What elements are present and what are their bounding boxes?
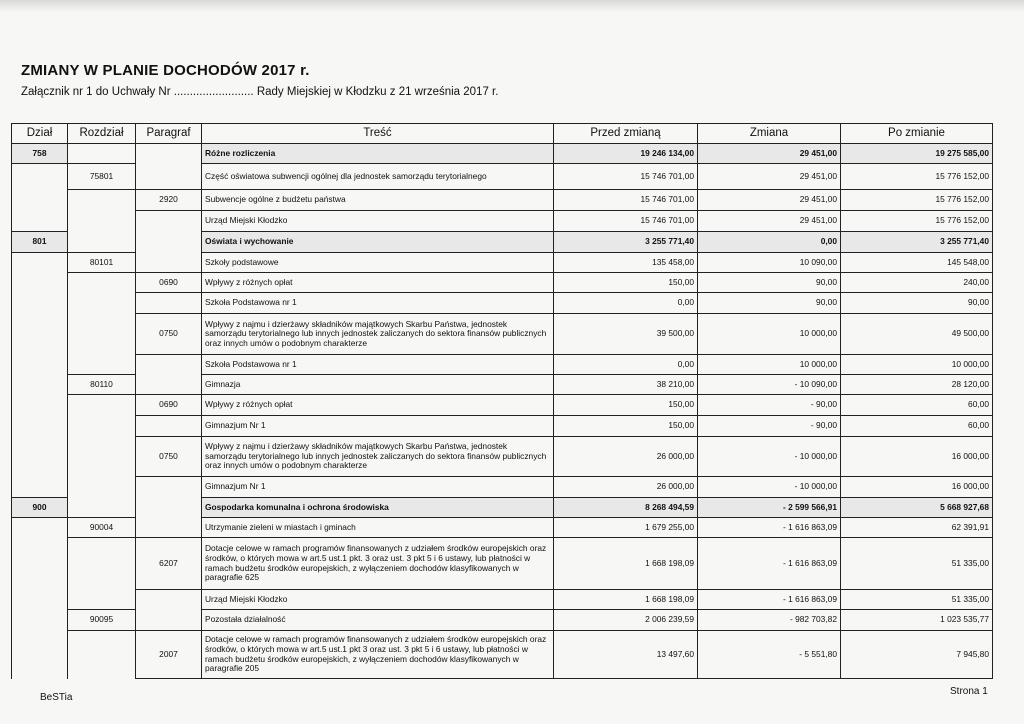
cell-dzial [12, 190, 68, 211]
cell-zmiana: - 5 551,80 [698, 631, 841, 679]
table-row [12, 395, 993, 416]
cell-rozdzial [68, 498, 136, 518]
table-row [12, 211, 993, 232]
cell-paragraf [136, 590, 202, 610]
cell-dzial [12, 590, 68, 610]
cell-dzial [12, 253, 68, 273]
cell-rozdzial [68, 355, 136, 375]
col-header-dzial: Dział [12, 124, 68, 144]
cell-rozdzial: 80110 [68, 375, 136, 395]
cell-rozdzial: 80101 [68, 253, 136, 273]
cell-przed: 135 458,00 [554, 253, 698, 273]
cell-przed: 1 679 255,00 [554, 518, 698, 538]
cell-przed: 1 668 198,09 [554, 538, 698, 590]
cell-zmiana: - 10 000,00 [698, 437, 841, 477]
cell-tresc: Różne rozliczenia [202, 144, 554, 164]
table-row [12, 416, 993, 437]
cell-rozdzial [68, 293, 136, 314]
cell-dzial [12, 518, 68, 538]
cell-rozdzial: 75801 [68, 164, 136, 190]
cell-zmiana: 90,00 [698, 293, 841, 314]
cell-tresc: Urząd Miejski Kłodzko [202, 211, 554, 232]
table-row [12, 498, 993, 518]
cell-paragraf [136, 232, 202, 253]
cell-rozdzial [68, 232, 136, 253]
cell-zmiana: 90,00 [698, 273, 841, 293]
cell-paragraf [136, 355, 202, 375]
cell-zmiana: - 982 703,82 [698, 610, 841, 631]
cell-dzial [12, 610, 68, 631]
cell-przed: 19 246 134,00 [554, 144, 698, 164]
cell-paragraf [136, 144, 202, 164]
col-header-tresc: Treść [202, 124, 554, 144]
cell-paragraf [136, 416, 202, 437]
cell-zmiana: - 2 599 566,91 [698, 498, 841, 518]
table-row [12, 590, 993, 610]
cell-dzial [12, 631, 68, 679]
cell-zmiana: - 90,00 [698, 416, 841, 437]
table-row [12, 253, 993, 273]
cell-rozdzial [68, 190, 136, 211]
cell-zmiana: - 1 616 863,09 [698, 518, 841, 538]
cell-po: 51 335,00 [841, 590, 993, 610]
table-row [12, 631, 993, 679]
footer-software-name: BeSTia [40, 692, 73, 703]
cell-dzial [12, 273, 68, 293]
cell-paragraf: 2920 [136, 190, 202, 211]
cell-po: 7 945,80 [841, 631, 993, 679]
cell-zmiana: 10 000,00 [698, 355, 841, 375]
cell-paragraf: 0750 [136, 437, 202, 477]
cell-dzial [12, 211, 68, 232]
cell-paragraf [136, 211, 202, 232]
cell-dzial: 758 [12, 144, 68, 164]
cell-dzial [12, 437, 68, 477]
table-row [12, 610, 993, 631]
cell-tresc: Subwencje ogólne z budżetu państwa [202, 190, 554, 211]
table-row [12, 190, 993, 211]
table-row [12, 144, 993, 164]
cell-tresc: Pozostała działalność [202, 610, 554, 631]
cell-zmiana: - 10 090,00 [698, 375, 841, 395]
col-header-przed: Przed zmianą [554, 124, 698, 144]
cell-rozdzial [68, 144, 136, 164]
cell-po: 62 391,91 [841, 518, 993, 538]
scan-top-shadow [0, 0, 1024, 12]
cell-zmiana: 29 451,00 [698, 190, 841, 211]
cell-po: 240,00 [841, 273, 993, 293]
page-title: ZMIANY W PLANIE DOCHODÓW 2017 r. [21, 62, 310, 79]
cell-przed: 38 210,00 [554, 375, 698, 395]
cell-przed: 26 000,00 [554, 477, 698, 498]
cell-dzial [12, 164, 68, 190]
cell-po: 16 000,00 [841, 477, 993, 498]
cell-po: 28 120,00 [841, 375, 993, 395]
cell-paragraf: 0750 [136, 314, 202, 355]
cell-rozdzial [68, 538, 136, 590]
table-row [12, 518, 993, 538]
cell-przed: 0,00 [554, 293, 698, 314]
cell-dzial [12, 416, 68, 437]
cell-po: 3 255 771,40 [841, 232, 993, 253]
table-row [12, 437, 993, 477]
cell-zmiana: - 90,00 [698, 395, 841, 416]
cell-paragraf [136, 498, 202, 518]
cell-tresc: Gimnazjum Nr 1 [202, 477, 554, 498]
cell-tresc: Oświata i wychowanie [202, 232, 554, 253]
cell-tresc: Szkoła Podstawowa nr 1 [202, 293, 554, 314]
col-header-paragraf: Paragraf [136, 124, 202, 144]
cell-dzial: 801 [12, 232, 68, 253]
cell-przed: 26 000,00 [554, 437, 698, 477]
cell-dzial [12, 538, 68, 590]
cell-paragraf: 0690 [136, 395, 202, 416]
page-number: Strona 1 [950, 686, 988, 697]
cell-zmiana: 10 000,00 [698, 314, 841, 355]
cell-rozdzial [68, 314, 136, 355]
cell-po: 19 275 585,00 [841, 144, 993, 164]
cell-zmiana: - 10 000,00 [698, 477, 841, 498]
cell-przed: 15 746 701,00 [554, 211, 698, 232]
cell-zmiana: - 1 616 863,09 [698, 538, 841, 590]
cell-tresc: Wpływy z najmu i dzierżawy składników majątkowych Skarbu Państwa, jednostek samorządu terytorialnego lub innych jednostek zaliczanych do sektora finansów publicznych oraz innych umów o podobnym charakterze [202, 314, 554, 355]
col-header-rozdzial: Rozdział [68, 124, 136, 144]
cell-zmiana: 29 451,00 [698, 164, 841, 190]
cell-zmiana: 0,00 [698, 232, 841, 253]
cell-przed: 1 668 198,09 [554, 590, 698, 610]
cell-dzial [12, 355, 68, 375]
cell-po: 49 500,00 [841, 314, 993, 355]
cell-rozdzial [68, 437, 136, 477]
cell-paragraf: 0690 [136, 273, 202, 293]
cell-po: 1 023 535,77 [841, 610, 993, 631]
col-header-po: Po zmianie [841, 124, 993, 144]
table-row [12, 477, 993, 498]
cell-tresc: Gimnazja [202, 375, 554, 395]
cell-rozdzial [68, 211, 136, 232]
cell-tresc: Urząd Miejski Kłodzko [202, 590, 554, 610]
cell-tresc: Dotacje celowe w ramach programów finansowanych z udziałem środków europejskich oraz środków, o których mowa w art.5 ust.1 pkt 3 oraz ust. 3 pkt 5 i 6 ustawy, lub płatności w ramach budżetu środków europejskich, z wyłączeniem dochodów klasyfikowanych w paragrafie 205 [202, 631, 554, 679]
cell-paragraf [136, 164, 202, 190]
cell-paragraf [136, 253, 202, 273]
table-row [12, 538, 993, 590]
cell-rozdzial [68, 477, 136, 498]
cell-tresc: Wpływy z różnych opłat [202, 395, 554, 416]
cell-dzial [12, 293, 68, 314]
cell-tresc: Utrzymanie zieleni w miastach i gminach [202, 518, 554, 538]
income-changes-table [11, 123, 993, 679]
cell-paragraf [136, 518, 202, 538]
cell-paragraf [136, 375, 202, 395]
cell-przed: 13 497,60 [554, 631, 698, 679]
cell-dzial [12, 395, 68, 416]
cell-zmiana: 10 090,00 [698, 253, 841, 273]
cell-po: 60,00 [841, 395, 993, 416]
cell-po: 15 776 152,00 [841, 211, 993, 232]
cell-paragraf [136, 293, 202, 314]
cell-po: 51 335,00 [841, 538, 993, 590]
cell-rozdzial: 90095 [68, 610, 136, 631]
cell-po: 60,00 [841, 416, 993, 437]
cell-tresc: Dotacje celowe w ramach programów finansowanych z udziałem środków europejskich oraz środków, o których mowa w art.5 ust.1 pkt. 3 oraz ust. 3 pkt 5 i 6 ustawy, lub płatności w ramach budżetu środków europejskich, z wyłączeniem dochodów klasyfikowanych w paragrafie 625 [202, 538, 554, 590]
table-row [12, 375, 993, 395]
cell-przed: 150,00 [554, 273, 698, 293]
table-row [12, 232, 993, 253]
cell-tresc: Szkoły podstawowe [202, 253, 554, 273]
cell-zmiana: 29 451,00 [698, 144, 841, 164]
cell-po: 16 000,00 [841, 437, 993, 477]
cell-dzial [12, 314, 68, 355]
table-header-row [12, 124, 993, 144]
col-header-zmiana: Zmiana [698, 124, 841, 144]
cell-paragraf: 6207 [136, 538, 202, 590]
cell-paragraf [136, 477, 202, 498]
cell-zmiana: 29 451,00 [698, 211, 841, 232]
cell-tresc: Wpływy z różnych opłat [202, 273, 554, 293]
cell-zmiana: - 1 616 863,09 [698, 590, 841, 610]
cell-dzial: 900 [12, 498, 68, 518]
cell-przed: 15 746 701,00 [554, 190, 698, 211]
cell-przed: 8 268 494,59 [554, 498, 698, 518]
table-row [12, 314, 993, 355]
cell-przed: 15 746 701,00 [554, 164, 698, 190]
cell-po: 15 776 152,00 [841, 190, 993, 211]
cell-tresc: Gimnazjum Nr 1 [202, 416, 554, 437]
cell-po: 10 000,00 [841, 355, 993, 375]
cell-po: 5 668 927,68 [841, 498, 993, 518]
cell-przed: 39 500,00 [554, 314, 698, 355]
cell-dzial [12, 375, 68, 395]
cell-paragraf [136, 610, 202, 631]
cell-po: 145 548,00 [841, 253, 993, 273]
cell-przed: 0,00 [554, 355, 698, 375]
cell-rozdzial [68, 395, 136, 416]
table-row [12, 164, 993, 190]
cell-po: 90,00 [841, 293, 993, 314]
cell-tresc: Szkoła Podstawowa nr 1 [202, 355, 554, 375]
cell-przed: 2 006 239,59 [554, 610, 698, 631]
cell-przed: 3 255 771,40 [554, 232, 698, 253]
cell-tresc: Wpływy z najmu i dzierżawy składników majątkowych Skarbu Państwa, jednostek samorządu terytorialnego lub innych jednostek zaliczanych do sektora finansów publicznych oraz innych umów o podobnym charakterze [202, 437, 554, 477]
table-row [12, 355, 993, 375]
cell-tresc: Gospodarka komunalna i ochrona środowiska [202, 498, 554, 518]
table-row [12, 293, 993, 314]
page-subtitle: Załącznik nr 1 do Uchwały Nr ......................... Rady Miejskiej w Kłodzku z 21 września 2017 r. [21, 86, 499, 98]
cell-dzial [12, 477, 68, 498]
cell-po: 15 776 152,00 [841, 164, 993, 190]
table-row [12, 273, 993, 293]
cell-przed: 150,00 [554, 395, 698, 416]
cell-tresc: Część oświatowa subwencji ogólnej dla jednostek samorządu terytorialnego [202, 164, 554, 190]
cell-rozdzial [68, 590, 136, 610]
cell-przed: 150,00 [554, 416, 698, 437]
cell-rozdzial [68, 416, 136, 437]
cell-paragraf: 2007 [136, 631, 202, 679]
cell-rozdzial [68, 631, 136, 679]
cell-rozdzial [68, 273, 136, 293]
cell-rozdzial: 90004 [68, 518, 136, 538]
